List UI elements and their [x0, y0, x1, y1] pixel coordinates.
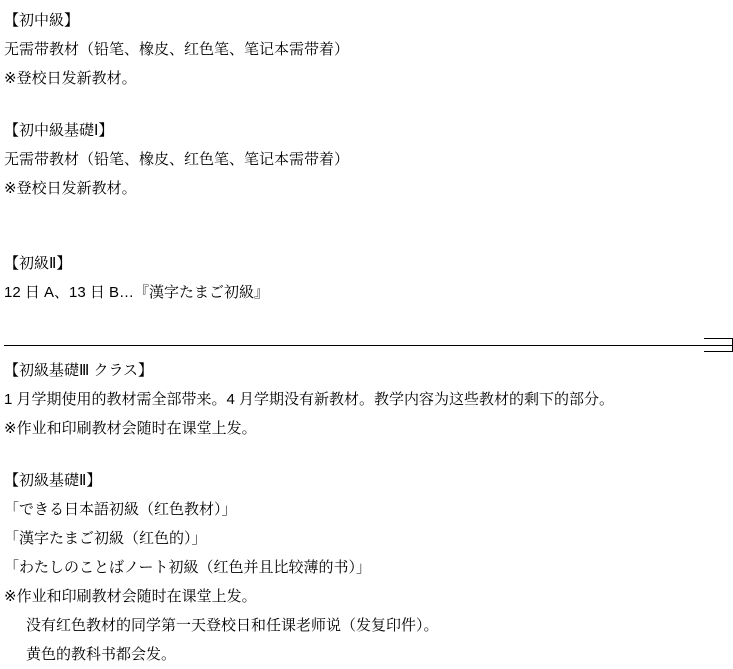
section-heading: 【初級Ⅱ】	[4, 255, 72, 272]
section-line: 「漢字たまご初級（红色的）」	[4, 530, 207, 547]
spacer	[4, 307, 729, 336]
section-heading: 【初級基礎Ⅱ】	[4, 472, 102, 489]
section-line: ※作业和印刷教材会随时在课堂上发。	[4, 420, 257, 437]
section-line: 无需带教材（铅笔、橡皮、红色笔、笔记本需带着）	[4, 151, 350, 168]
section-heading: 【初中級基礎Ⅰ】	[4, 122, 114, 139]
section-line-indented: 没有红色教材的同学第一天登校日和任课老师说（发复印件）。	[26, 617, 439, 634]
section-shochukyu	[4, 6, 729, 93]
divider-line	[4, 345, 704, 346]
section-shochukyu-kiso-1	[4, 116, 729, 203]
section-line: 「わたしのことばノート初級（红色并且比较薄的书）」	[4, 559, 372, 576]
section-line: ※登校日发新教材。	[4, 70, 137, 87]
horizontal-divider	[4, 336, 729, 356]
spacer	[4, 443, 729, 466]
section-heading: 【初級基礎Ⅲ クラス】	[4, 362, 154, 379]
section-line: 无需带教材（铅笔、橡皮、红色笔、笔记本需带着）	[4, 41, 350, 58]
section-heading: 【初中級】	[4, 12, 80, 29]
section-line: 「できる日本語初級（红色教材）」	[4, 501, 237, 518]
divider-end-cap	[704, 338, 733, 352]
spacer	[4, 93, 729, 116]
section-shokyu-kiso-2	[4, 466, 729, 669]
section-shokyu-kiso-3	[4, 356, 729, 443]
section-line-indented: 黄色的教科书都会发。	[26, 646, 177, 663]
section-line: 12 日 A、13 日 B…『漢字たまご初級』	[4, 284, 270, 301]
section-line: 1 月学期使用的教材需全部带来。4 月学期没有新教材。教学内容为这些教材的剩下的部分。	[4, 391, 615, 408]
section-shokyu-2	[4, 249, 729, 307]
section-line: ※登校日发新教材。	[4, 180, 137, 197]
section-line: ※作业和印刷教材会随时在课堂上发。	[4, 588, 257, 605]
spacer	[4, 203, 729, 249]
